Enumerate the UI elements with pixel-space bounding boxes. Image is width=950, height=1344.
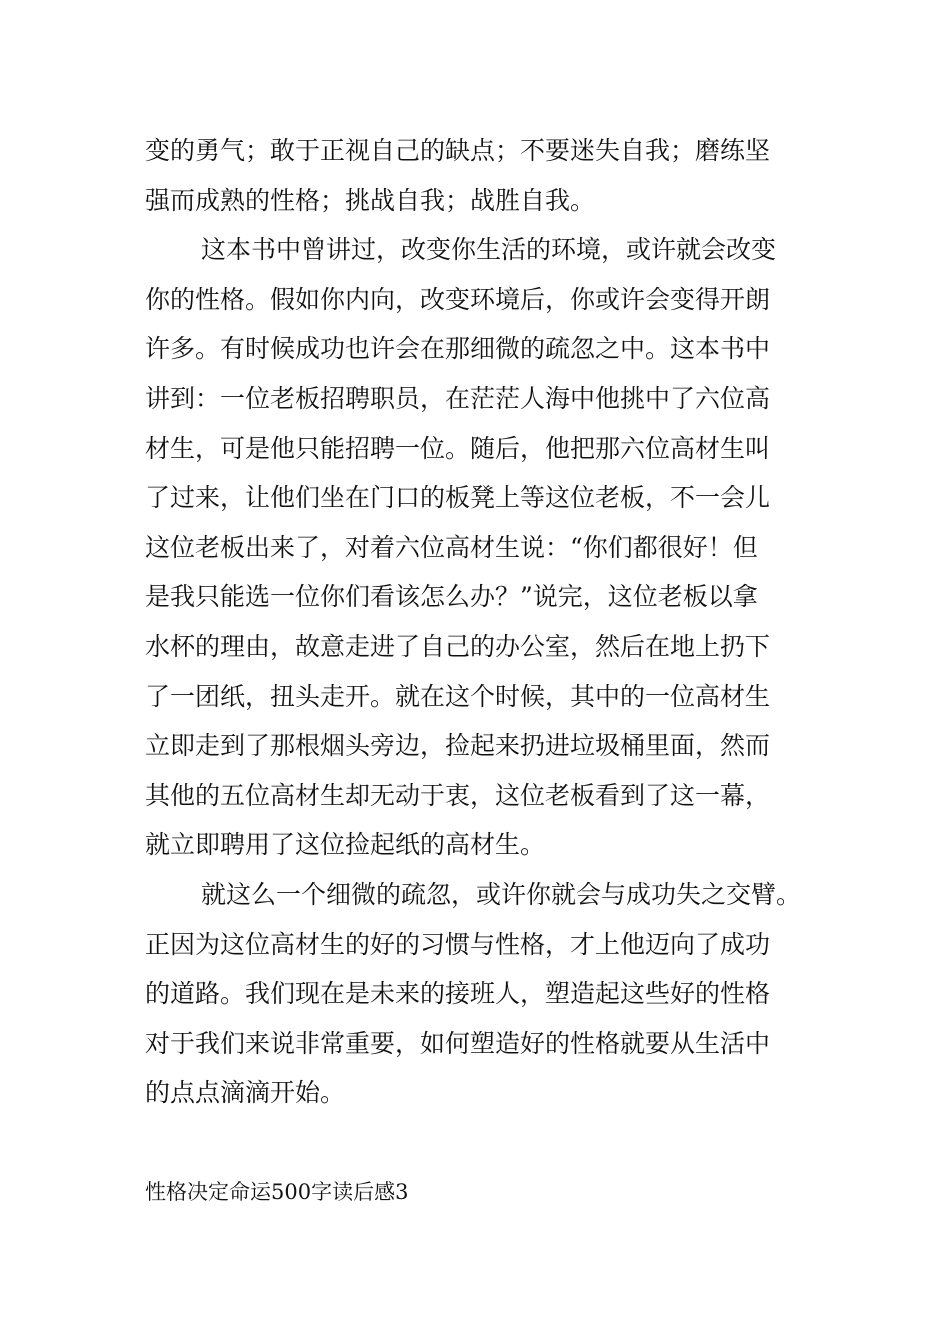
text-line: 其他的五位高材生却无动于衷，这位老板看到了这一幕， bbox=[145, 780, 771, 810]
text-line: 讲到：一位老板招聘职员，在茫茫人海中他挑中了六位高 bbox=[145, 383, 771, 413]
text-line: 就立即聘用了这位捡起纸的高材生。 bbox=[145, 830, 546, 860]
text-line: 就这么一个细微的疏忽，或许你就会与成功失之交臂。 bbox=[201, 879, 802, 909]
text-line: 你的性格。假如你内向，改变环境后，你或许会变得开朗 bbox=[145, 284, 771, 314]
text-line: 正因为这位高材生的好的习惯与性格，才上他迈向了成功 bbox=[145, 929, 771, 959]
text-line: 材生，可是他只能招聘一位。随后，他把那六位高材生叫 bbox=[145, 433, 771, 463]
text-line: 这位老板出来了，对着六位高材生说：“你们都很好！但 bbox=[145, 532, 758, 562]
text-line: 变的勇气；敢于正视自己的缺点；不要迷失自我；磨练坚 bbox=[145, 136, 771, 165]
section-heading: 性格决定命运500字读后感3 bbox=[145, 1180, 409, 1204]
text-line: 了一团纸，扭头走开。就在这个时候，其中的一位高材生 bbox=[145, 681, 771, 711]
text-line: 水杯的理由，故意走进了自己的办公室，然后在地上扔下 bbox=[145, 631, 771, 661]
text-line: 是我只能选一位你们看该怎么办？”说完，这位老板以拿 bbox=[145, 582, 758, 612]
text-line: 这本书中曾讲过，改变你生活的环境，或许就会改变 bbox=[201, 235, 777, 265]
text-line: 的点点滴滴开始。 bbox=[145, 1078, 346, 1108]
text-line: 强而成熟的性格；挑战自我；战胜自我。 bbox=[145, 185, 596, 215]
text-line: 了过来，让他们坐在门口的板凳上等这位老板，不一会儿 bbox=[145, 483, 771, 513]
text-line: 对于我们来说非常重要，如何塑造好的性格就要从生活中 bbox=[145, 1028, 771, 1058]
body-text bbox=[145, 126, 810, 1118]
text-line: 许多。有时候成功也许会在那细微的疏忽之中。这本书中 bbox=[145, 334, 771, 364]
text-line: 立即走到了那根烟头旁边，捡起来扔进垃圾桶里面，然而 bbox=[145, 731, 771, 761]
text-line: 的道路。我们现在是未来的接班人，塑造起这些好的性格 bbox=[145, 979, 771, 1009]
